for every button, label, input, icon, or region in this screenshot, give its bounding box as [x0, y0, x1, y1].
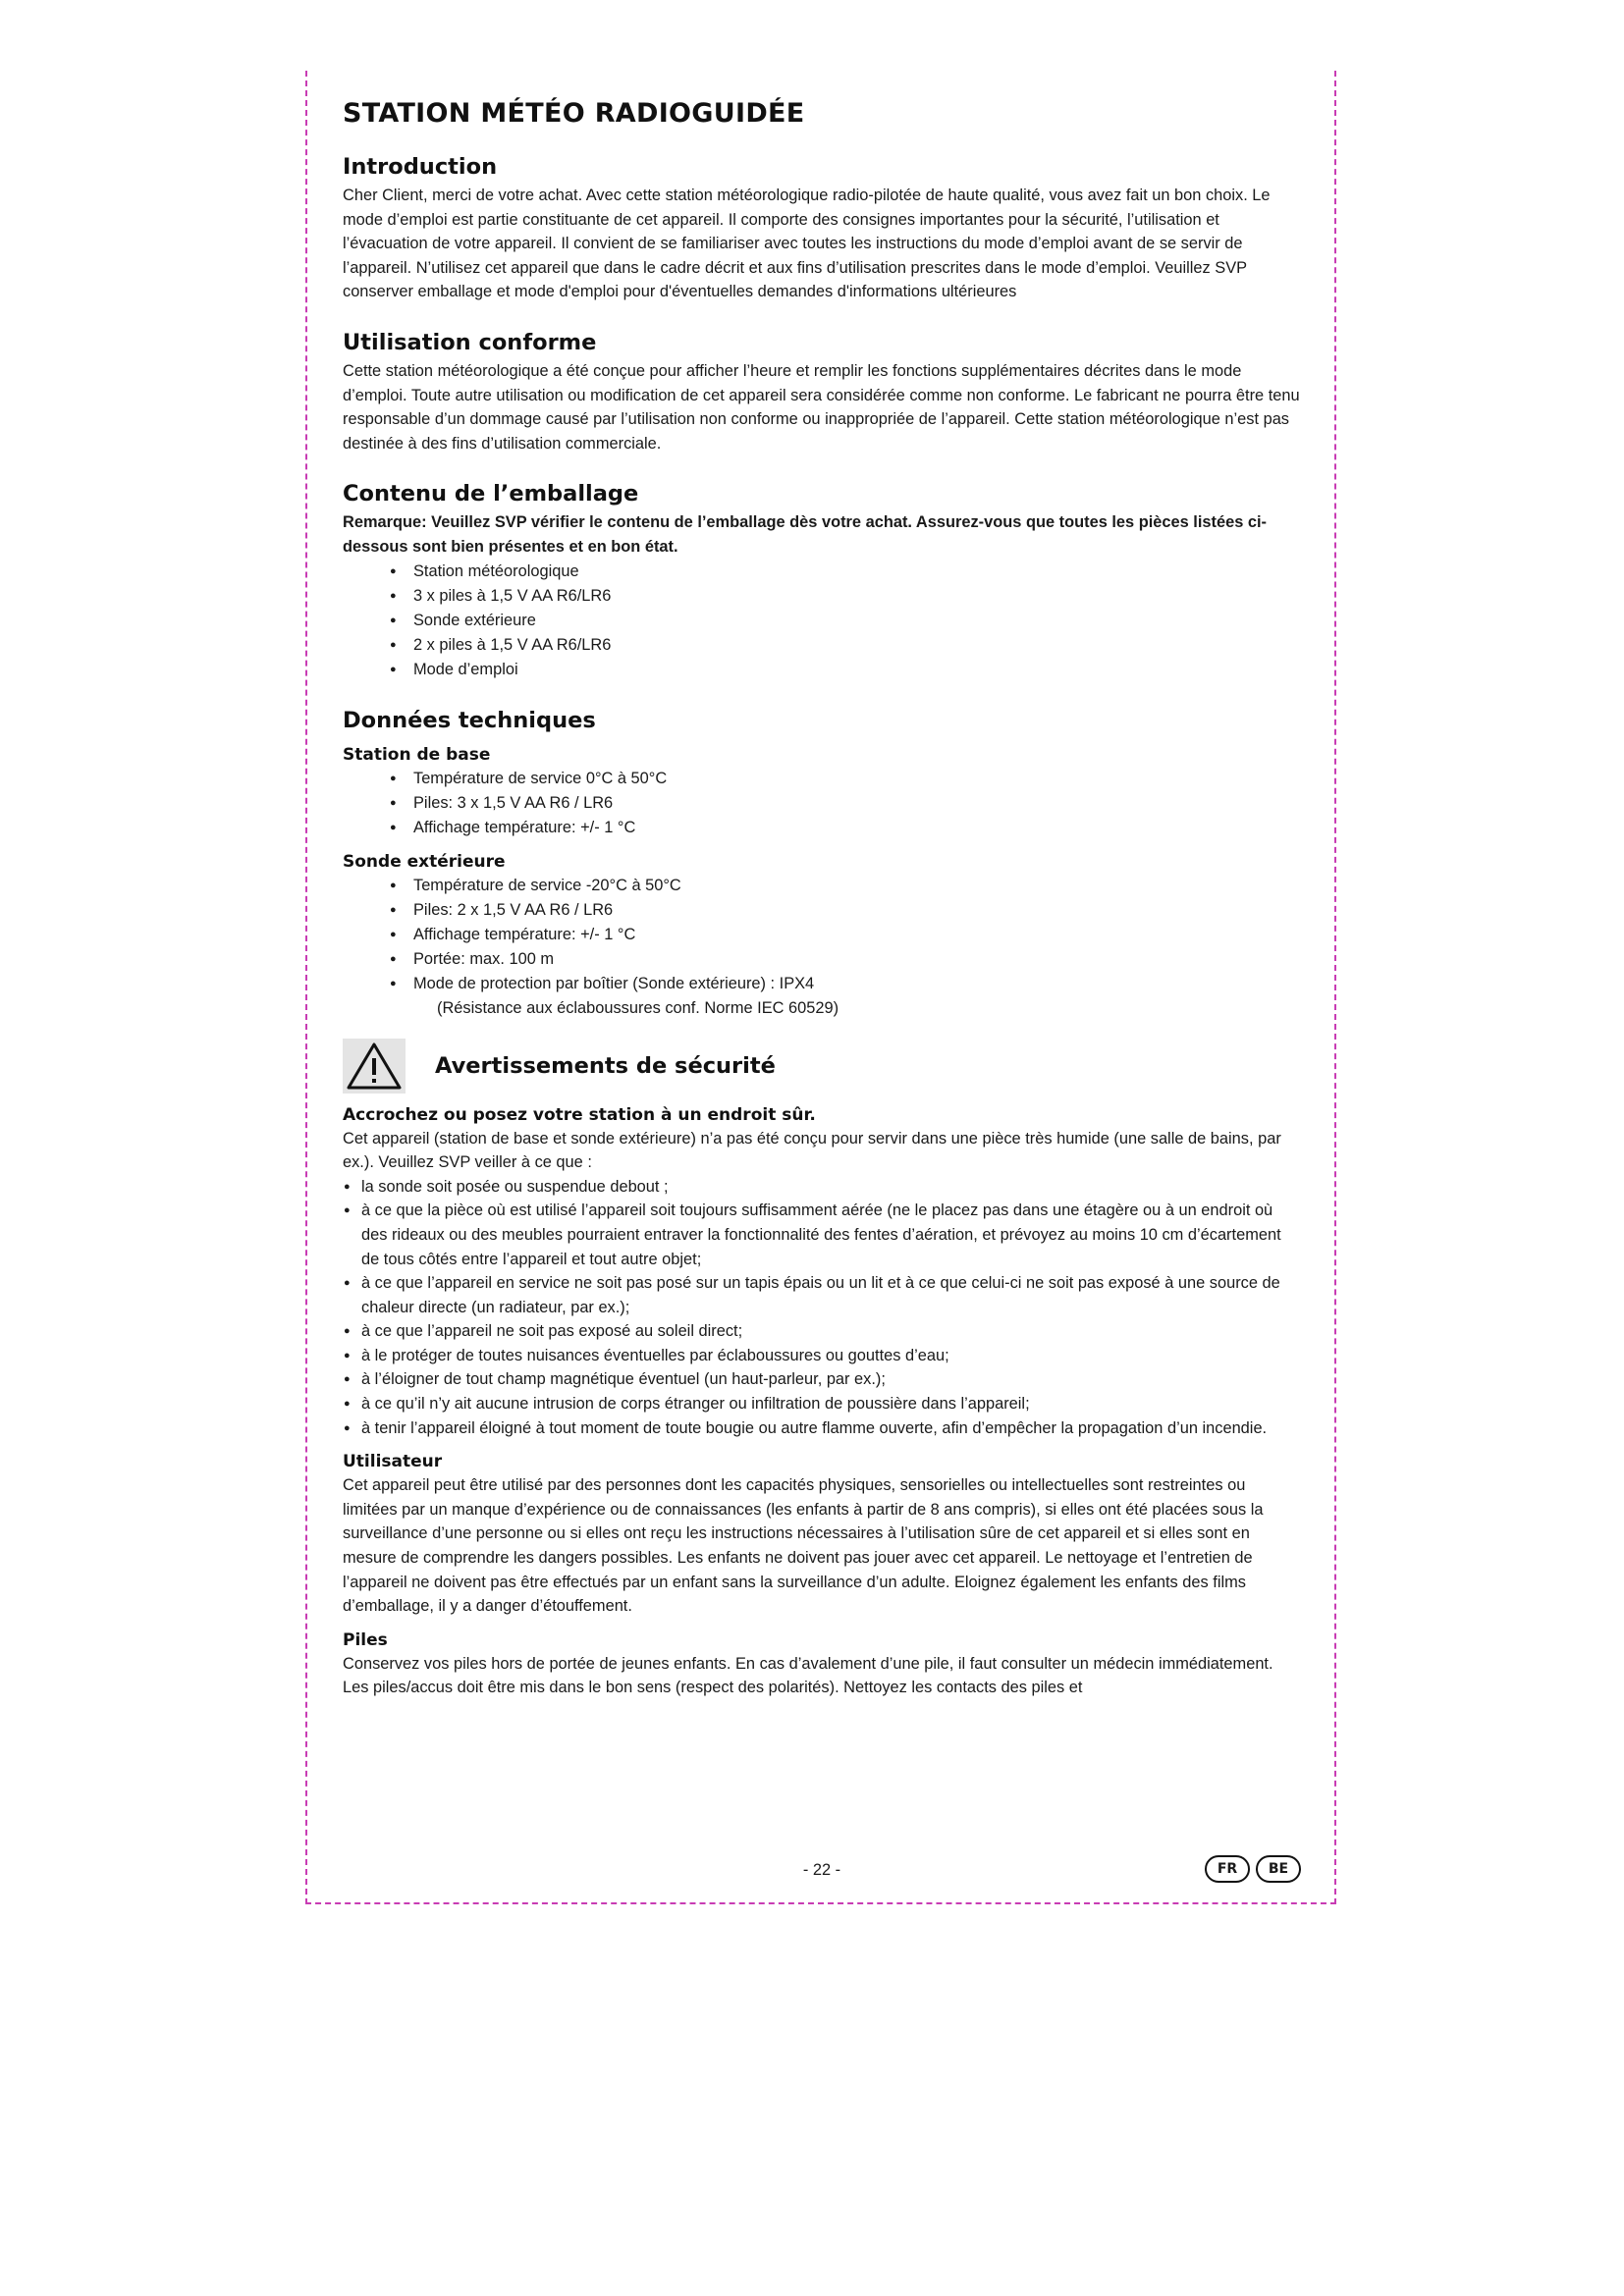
safety-section	[343, 1039, 1301, 1700]
sensor-list	[343, 874, 1301, 996]
tech-heading: Données techniques	[343, 707, 596, 733]
user-text: Cet appareil peut être utilisé par des personnes dont les capacités physiques, sensorielles ou intellectuelles sont restreintes ou limitées par un manque d’expérience ou de connaissances (les enfants à partir de 8 ans compris), si elles ont été placées sous la surveillance d’une personne ou si elles ont reçu les instructions nécessaires à l’utilisation sûre de cet appareil et si elles sont en mesure de comprendre les dangers possibles. Les enfants ne doivent pas jouer avec cet appareil. Le nettoyage et l’entretien de l’appareil ne doivent pas être effectués par un enfant sans la surveillance d’un adulte. Eloignez également les enfants des films d’emballage, il y a danger d’étouffement.	[343, 1476, 1264, 1616]
batteries-heading: Piles	[343, 1629, 388, 1650]
usage-text: Cette station météorologique a été conçue pour afficher l’heure et remplir les fonctions supplémentaires décrites dans le mode d’emploi. Toute autre utilisation ou modification de cet appareil sera considérée comme non conforme. Le fabricant ne pourra être tenu responsable d’un dommage causé par l’utilisation non conforme ou inappropriée de l’appareil. Cette station météorologique n’est pas destinée à des fins d’utilisation commerciale.	[343, 361, 1300, 453]
list-item: ● Mode de protection par boîtier (Sonde extérieure) : IPX4	[343, 972, 1301, 996]
warning-triangle-icon	[343, 1039, 406, 1094]
list-item: ● 3 x piles à 1,5 V AA R6/LR6	[343, 584, 1301, 609]
package-note: Remarque: Veuillez SVP vérifier le contenu de l’emballage dès votre achat. Assurez-vous que toutes les pièces listées ci-dessous sont bien présentes et en bon état.	[343, 513, 1267, 556]
page-title: STATION MÉTÉO RADIOGUIDÉE	[343, 98, 805, 129]
package-heading: Contenu de l’emballage	[343, 481, 639, 507]
list-item: ● Piles: 3 x 1,5 V AA R6 / LR6	[343, 791, 1301, 816]
list-item: ● à ce qu’il n’y ait aucune intrusion de corps étranger ou infiltration de poussière dans l’appareil;	[343, 1392, 1301, 1416]
sensor-note: (Résistance aux éclaboussures conf. Norme IEC 60529)	[437, 998, 839, 1017]
list-item: ● Température de service 0°C à 50°C	[343, 767, 1301, 791]
sensor-heading: Sonde extérieure	[343, 851, 506, 872]
list-item: ● à ce que la pièce où est utilisé l’appareil soit toujours suffisamment aérée (ne le placez pas dans une étagère ou à un endroit où des rideaux ou des meubles pourraient entraver la fonctionnalité des fentes d’aération, et prévoyez au moins 10 cm d’écartement de tous côtés entre l’appareil et tout autre objet;	[343, 1199, 1301, 1271]
list-item: ● Mode d’emploi	[343, 658, 1301, 682]
list-item: ● Température de service -20°C à 50°C	[343, 874, 1301, 898]
list-item: ● Sonde extérieure	[343, 609, 1301, 633]
list-item: ● la sonde soit posée ou suspendue debout ;	[343, 1175, 1301, 1200]
list-item: ● Affichage température: +/- 1 °C	[343, 816, 1301, 840]
page-footer	[343, 1855, 1301, 1889]
list-item: ● à l’éloigner de tout champ magnétique éventuel (un haut-parleur, par ex.);	[343, 1367, 1301, 1392]
placement-heading: Accrochez ou posez votre station à un endroit sûr.	[343, 1104, 816, 1125]
list-item: ● Station météorologique	[343, 560, 1301, 584]
list-item: ● Portée: max. 100 m	[343, 947, 1301, 972]
user-heading: Utilisateur	[343, 1452, 443, 1472]
list-item: ● à le protéger de toutes nuisances éventuelles par éclaboussures ou gouttes d’eau;	[343, 1344, 1301, 1368]
country-badges	[1199, 1855, 1301, 1883]
list-item: ● 2 x piles à 1,5 V AA R6/LR6	[343, 633, 1301, 658]
page-number: - 22 -	[802, 1861, 841, 1879]
usage-section	[343, 330, 1301, 455]
introduction-section	[343, 154, 1301, 304]
usage-heading: Utilisation conforme	[343, 329, 597, 355]
tech-section	[343, 708, 1301, 1021]
base-station-heading: Station de base	[343, 744, 491, 765]
batteries-text: Conservez vos piles hors de portée de jeunes enfants. En cas d’avalement d’une pile, il faut consulter un médecin immédiatement. Les piles/accus doit être mis dans le bon sens (respect des polarités). Nettoyez les contacts des piles et	[343, 1654, 1273, 1697]
base-station-list	[343, 767, 1301, 840]
safety-heading: Avertissements de sécurité	[435, 1052, 776, 1079]
list-item: ● Piles: 2 x 1,5 V AA R6 / LR6	[343, 898, 1301, 923]
placement-list	[343, 1175, 1301, 1441]
list-item: ● à ce que l’appareil en service ne soit pas posé sur un tapis épais ou un lit et à ce que celui-ci ne soit pas exposé à une source de chaleur directe (un radiateur, par ex.);	[343, 1271, 1301, 1319]
list-item: ● Affichage température: +/- 1 °C	[343, 923, 1301, 947]
list-item: ● à ce que l’appareil ne soit pas exposé au soleil direct;	[343, 1319, 1301, 1344]
page-content	[343, 98, 1301, 1700]
package-list	[343, 560, 1301, 682]
introduction-text: Cher Client, merci de votre achat. Avec cette station météorologique radio-pilotée de haute qualité, vous avez fait un bon choix. Le mode d’emploi est partie constituante de cet appareil. Il comporte des consignes importantes pour la sécurité, l’utilisation et l’évacuation de votre appareil. Il convient de se familiariser avec toutes les instructions du mode d’emploi avant de se servir de l’appareil. N’utilisez cet appareil que dans le cadre décrit et aux fins d’utilisation prescrites dans le mode d’emploi. Veuillez SVP conserver emballage et mode d'emploi pour d'éventuelles demandes d'informations ultérieures	[343, 187, 1271, 301]
country-badge-be: BE	[1256, 1855, 1301, 1883]
list-item: ● à tenir l’appareil éloigné à tout moment de toute bougie ou autre flamme ouverte, afin d’empêcher la propagation d’un incendie.	[343, 1416, 1301, 1441]
country-badge-fr: FR	[1205, 1855, 1250, 1883]
introduction-heading: Introduction	[343, 154, 498, 180]
placement-text: Cet appareil (station de base et sonde extérieure) n’a pas été conçu pour servir dans une pièce très humide (une salle de bains, par ex.). Veuillez SVP veiller à ce que :	[343, 1129, 1281, 1172]
safety-header	[343, 1039, 1301, 1094]
package-section	[343, 481, 1301, 681]
